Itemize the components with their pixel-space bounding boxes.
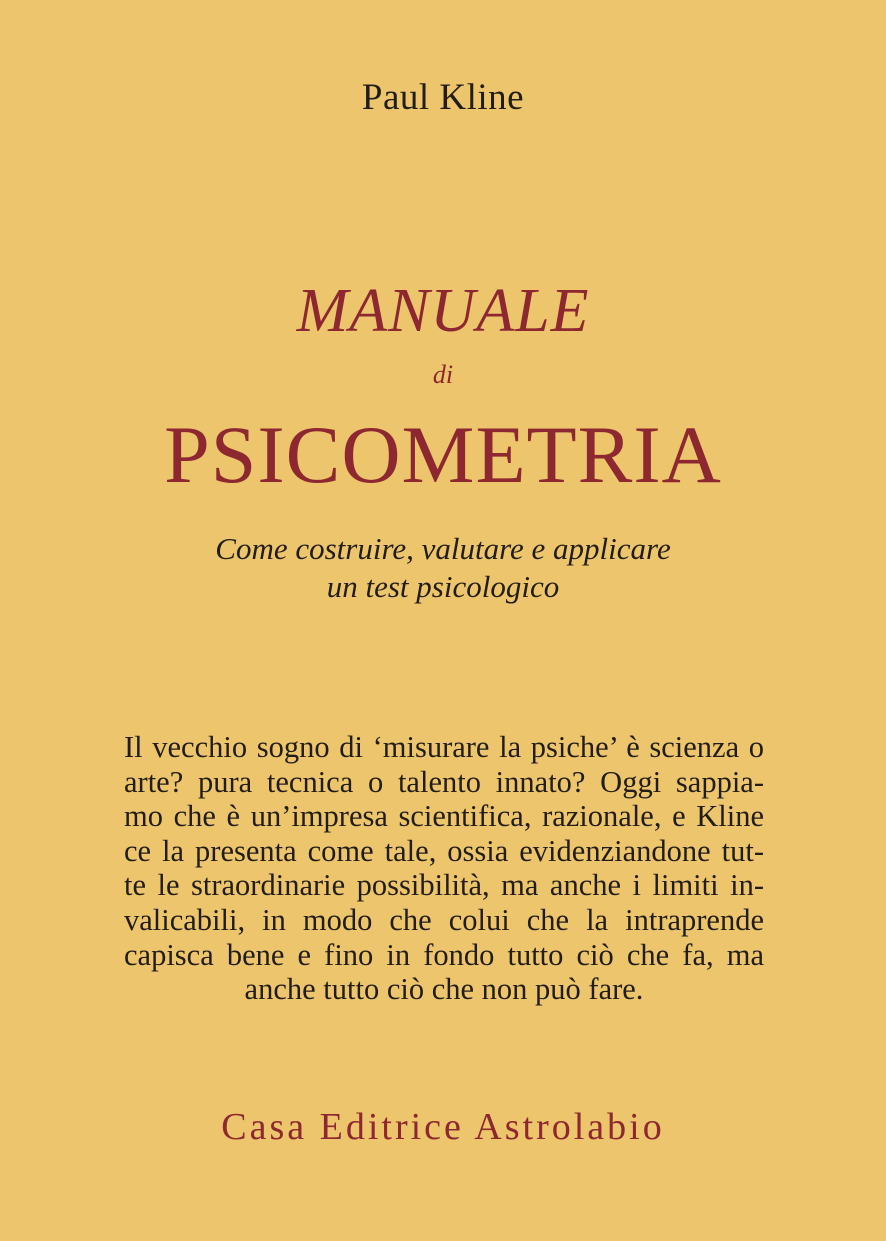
subtitle [0,530,886,606]
title-di: di [432,360,454,389]
blurb-line: ce la presenta come tale, ossia evidenziandone tut- [124,833,764,868]
blurb-line: Il vecchio sogno di ‘misurare la psiche’ è scienza o [124,730,764,764]
blurb-line: arte? pura tecnica o talento innato? Oggi sappia- [124,764,764,799]
subtitle-line-1: Come costruire, valutare e applicare [215,531,671,566]
blurb-line-last: anche tutto ciò che non può fare. [244,972,644,1007]
author-name: Paul Kline [361,77,525,118]
blurb-line: capisca bene e fino in fondo tutto ciò che fa, ma [124,937,764,972]
publisher-name: Casa Editrice Astrolabio [221,1106,665,1148]
title-manuale: MANUALE [296,277,590,345]
blurb-line: mo che è un’impresa scientifica, razionale, e Kline [124,799,764,834]
blurb-line: valicabili, in modo che colui che la intraprende [124,902,764,937]
title-psicometria: PSICOMETRIA [164,409,722,500]
subtitle-line-2: un test psicologico [326,569,560,604]
blurb-paragraph [124,730,764,1007]
blurb-line: te le straordinarie possibilità, ma anche i limiti in- [124,868,764,903]
